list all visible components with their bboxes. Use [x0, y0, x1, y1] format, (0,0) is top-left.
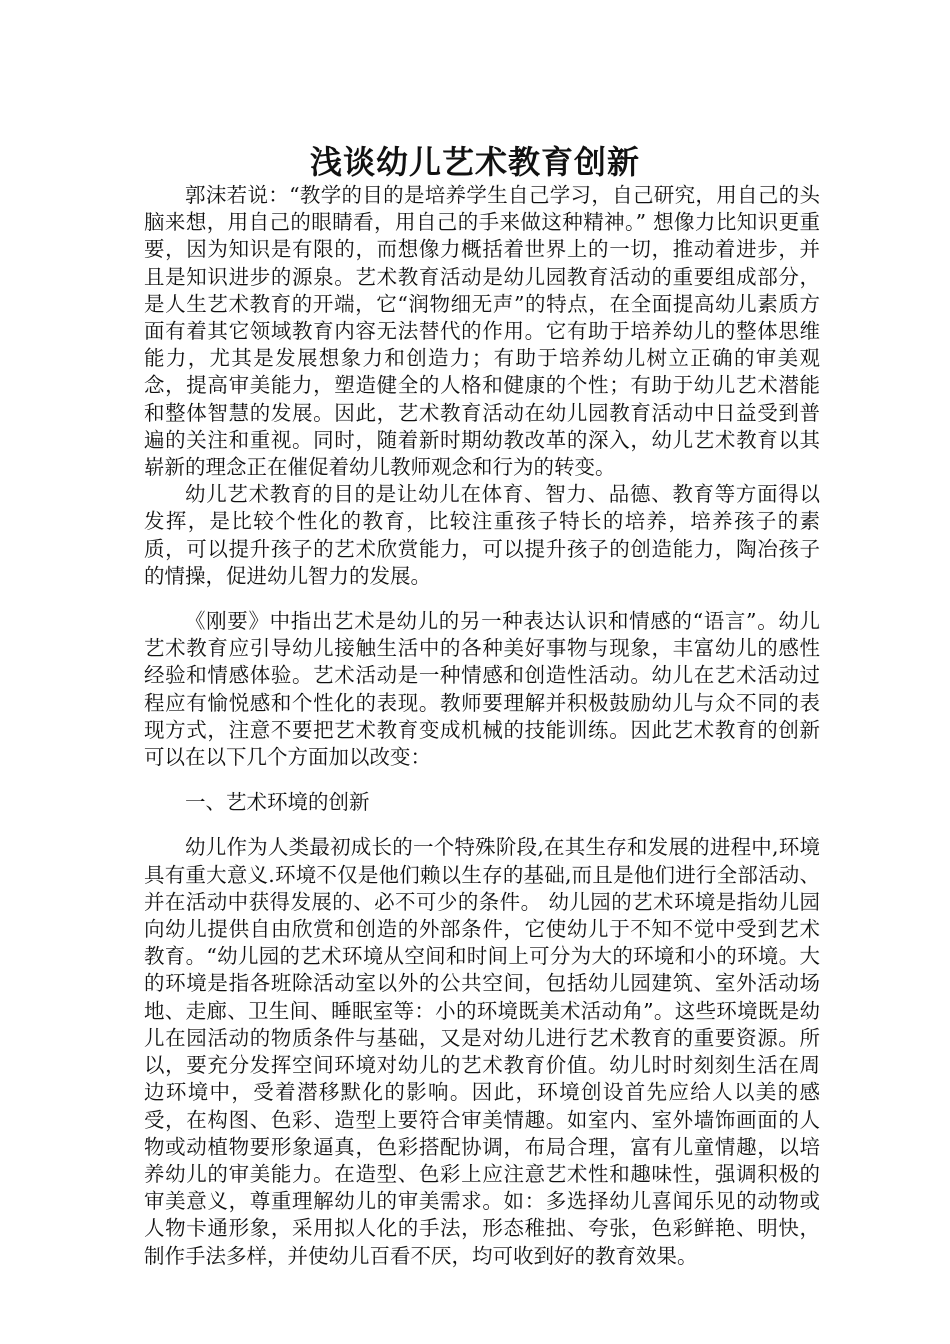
- document-title: 浅谈幼儿艺术教育创新: [309, 143, 640, 181]
- paragraph-spacer: [144, 590, 820, 608]
- section-heading: 一、艺术环境的创新: [185, 790, 370, 815]
- paragraph-spacer: [144, 816, 820, 834]
- paragraph-spacer: [144, 771, 820, 789]
- paragraph-outline: 《刚要》中指出艺术是幼儿的另一种表达认识和情感的“语言”。幼儿艺术教育应引导幼儿接触生活中的各种美好事物与现象，丰富幼儿的感性经验和情感体验。艺术活动是一种情感和创造性活动。幼儿在艺术活动过程应有愉悦感和个性化的表现。教师要理解并积极鼓励幼儿与众不同的表现方式，注意不要把艺术教育变成机械的技能训练。因此艺术教育的创新可以在以下几个方面加以改变：: [144, 609, 820, 770]
- paragraph-intro: 郭沫若说：“教学的目的是培养学生自己学习，自己研究，用自己的头脑来想，用自己的眼睛看，用自己的手来做这种精神。” 想像力比知识更重要，因为知识是有限的，而想像力概括着世界上的一切，推动着进步，并且是知识进步的源泉。艺术教育活动是幼儿园教育活动的重要组成部分，是人生艺术教育的开端，它“润物细无声”的特点，在全面提高幼儿素质方面有着其它领域教育内容无法替代的作用。它有助于培养幼儿的整体思维能力，尤其是发展想象力和创造力；有助于培养幼儿树立正确的审美观念，提高审美能力，塑造健全的人格和健康的个性；有助于幼儿艺术潜能和整体智慧的发展。因此，艺术教育活动在幼儿园教育活动中日益受到普遍的关注和重视。同时，随着新时期幼教改革的深入，幼儿艺术教育以其崭新的理念正在催促着幼儿教师观念和行为的转变。: [144, 183, 820, 480]
- paragraph-purpose: 幼儿艺术教育的目的是让幼儿在体育、智力、品德、教育等方面得以发挥，是比较个性化的教育，比较注重孩子特长的培养，培养孩子的素质，可以提升孩子的艺术欣赏能力，可以提升孩子的创造能力，陶冶孩子的情操，促进幼儿智力的发展。: [144, 482, 820, 588]
- paragraph-environment: 幼儿作为人类最初成长的一个特殊阶段,在其生存和发展的进程中,环境具有重大意义.环境不仅是他们赖以生存的基础,而且是他们进行全部活动、并在活动中获得发展的、必不可少的条件。 幼儿园的艺术环境是指幼儿园向幼儿提供自由欣赏和创造的外部条件，它使幼儿于不知不觉中受到艺术教育。“幼儿园的艺术环境从空间和时间上可分为大的环境和小的环境。大的环境是指各班除活动室以外的公共空间，包括幼儿园建筑、室外活动场地、走廊、卫生间、睡眠室等：小的环境既美术活动角”。这些环境既是幼儿在园活动的物质条件与基础，又是对幼儿进行艺术教育的重要资源。所以，要充分发挥空间环境对幼儿的艺术教育价值。幼儿时时刻刻生活在周边环境中，受着潜移默化的影响。因此，环境创设首先应给人以美的感受，在构图、色彩、造型上要符合审美情趣。如室内、室外墙饰画面的人物或动植物要形象逼真，色彩搭配协调，布局合理，富有儿童情趣，以培养幼儿的审美能力。在造型、色彩上应注意艺术性和趣味性，强调积极的审美意义，尊重理解幼儿的审美需求。如：多选择幼儿喜闻乐见的动物或人物卡通形象，采用拟人化的手法，形态稚拙、夸张，色彩鲜艳、明快，制作手法多样，并使幼儿百看不厌，均可收到好的教育效果。: [144, 835, 820, 1268]
- document-body: [144, 182, 820, 1270]
